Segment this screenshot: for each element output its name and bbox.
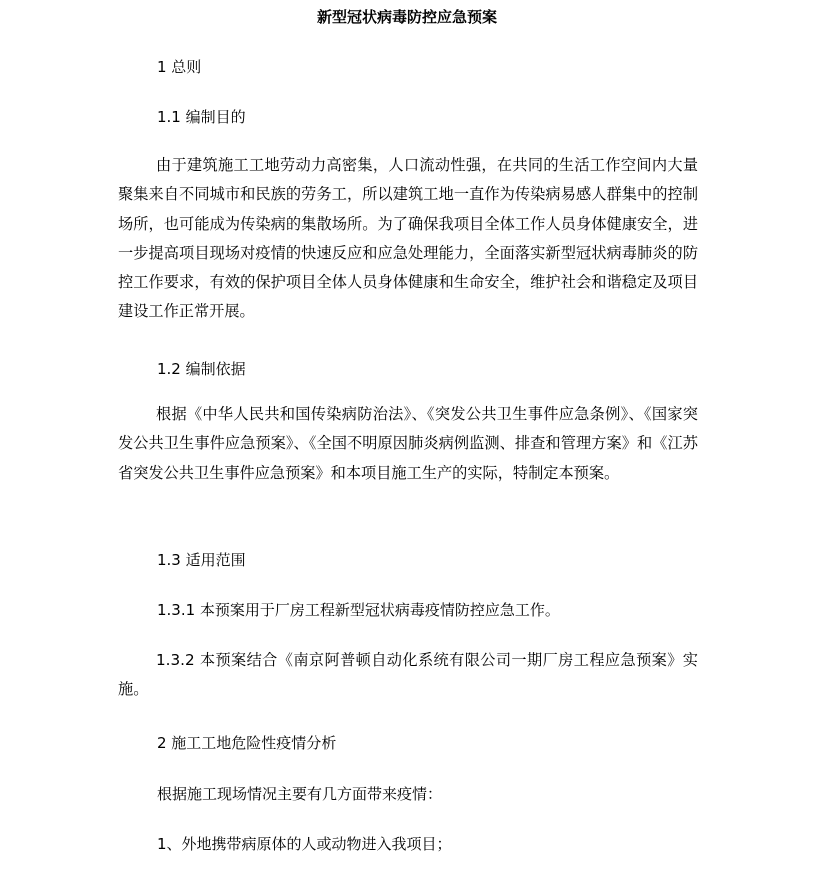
heading-section-1-2: 1.2 编制依据	[157, 360, 246, 378]
paragraph-section-2-intro: 根据施工现场情况主要有几方面带来疫情：	[157, 785, 443, 803]
heading-section-2: 2 施工工地危险性疫情分析	[157, 734, 337, 752]
item-1-3-2: 1.3.2 本预案结合《南京阿普顿自动化系统有限公司一期厂房工程应急预案》实施。	[118, 651, 698, 699]
heading-section-1: 1 总则	[157, 58, 202, 76]
document-title: 新型冠状病毒防控应急预案	[316, 8, 497, 26]
paragraph-basis: 根据《中华人民共和国传染病防治法》、《突发公共卫生事件应急条例》、《国家突发公共卫生事件应急预案》、《全国不明原因肺炎病例监测、排查和管理方案》和《江苏省突发公共卫生事件应急预案》和本项目施工生产的实际，特制定本预案。	[118, 405, 698, 482]
list-item-2-1: 1、外地携带病原体的人或动物进入我项目；	[157, 835, 452, 853]
paragraph-purpose: 由于建筑施工工地劳动力高密集，人口流动性强，在共同的生活工作空间内大量聚集来自不同城市和民族的劳务工，所以建筑工地一直作为传染病易感人群集中的控制场所，也可能成为传染病的集散场所。为了确保我项目全体工作人员身体健康安全，进一步提高项目现场对疫情的快速反应和应急处理能力，全面落实新型冠状病毒肺炎的防控工作要求，有效的保护项目全体人员身体健康和生命安全，维护社会和谐稳定及项目建设工作正常开展。	[118, 156, 698, 321]
item-1-3-1: 1.3.1 本预案用于厂房工程新型冠状病毒疫情防控应急工作。	[157, 601, 560, 619]
heading-section-1-3: 1.3 适用范围	[157, 551, 246, 569]
heading-section-1-1: 1.1 编制目的	[157, 108, 246, 126]
